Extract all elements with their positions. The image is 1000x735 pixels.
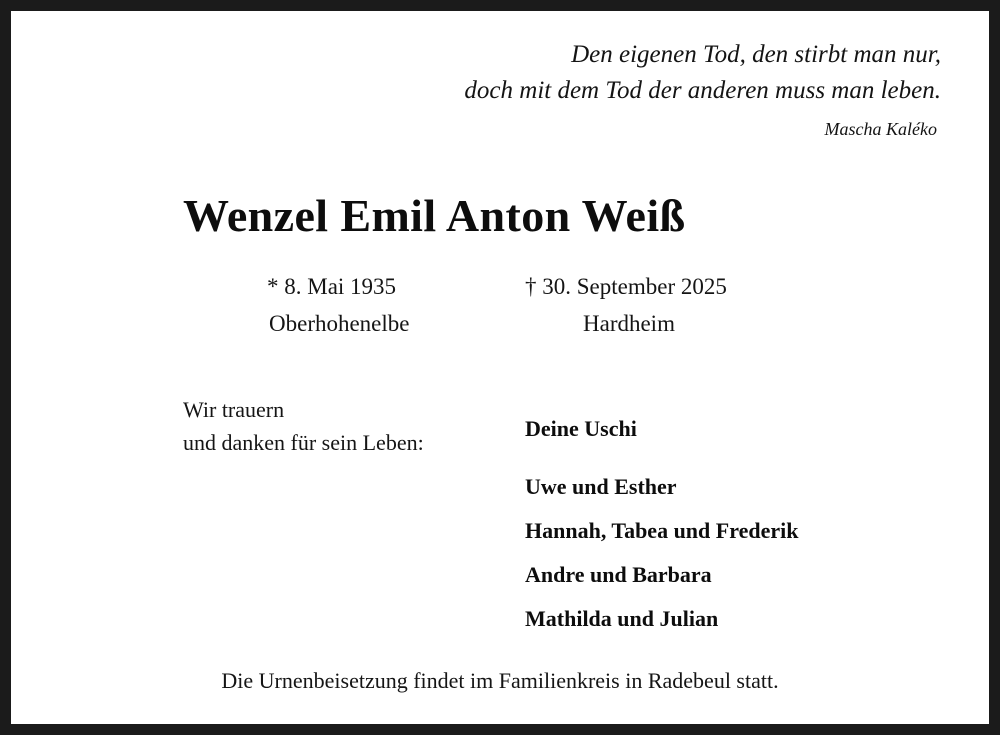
mourning-intro-line-1: Wir trauern bbox=[183, 397, 285, 423]
death-place: Hardheim bbox=[583, 310, 675, 336]
death-details bbox=[513, 268, 727, 343]
life-dates bbox=[55, 268, 945, 343]
quotation-block bbox=[55, 37, 945, 143]
list-item: Hannah, Tabea und Frederik bbox=[525, 518, 799, 544]
mourning-block bbox=[55, 394, 945, 632]
list-item: Mathilda und Julian bbox=[525, 606, 719, 632]
death-date: † 30. September 2025 bbox=[525, 273, 727, 299]
list-item: Uwe und Esther bbox=[525, 474, 677, 500]
birth-date: * 8. Mai 1935 bbox=[267, 273, 397, 299]
birth-details bbox=[183, 268, 513, 343]
mourning-intro-line-2: und danken für sein Leben: bbox=[183, 429, 424, 455]
deceased-name: Wenzel Emil Anton Weiß bbox=[183, 189, 686, 241]
birth-place: Oberhohenelbe bbox=[269, 310, 410, 336]
list-item: Andre und Barbara bbox=[525, 562, 712, 588]
quote-line-2: doch mit dem Tod der anderen muss man leben. bbox=[464, 76, 941, 104]
mourning-intro bbox=[183, 394, 513, 459]
mourner-primary: Deine Uschi bbox=[525, 416, 637, 442]
mourner-names bbox=[513, 394, 798, 632]
notice-content bbox=[11, 11, 989, 724]
quote-line-1: Den eigenen Tod, den stirbt man nur, bbox=[571, 41, 941, 68]
quote-author: Mascha Kaléko bbox=[824, 119, 937, 139]
funeral-information: Die Urnenbeisetzung findet im Familienkreis in Radebeul statt. bbox=[221, 668, 779, 693]
